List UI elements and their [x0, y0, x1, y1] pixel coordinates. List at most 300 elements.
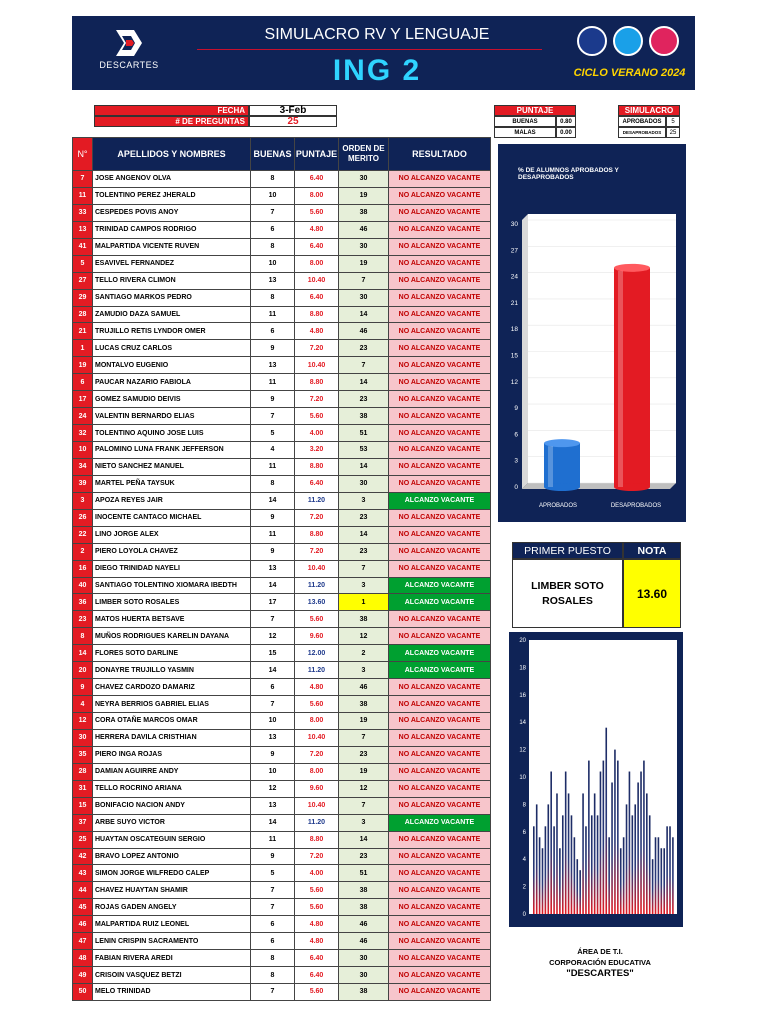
score-bar: [617, 761, 619, 914]
buenas-count: 13: [251, 560, 295, 577]
orden-merito: 23: [339, 848, 389, 865]
row-number: 8: [73, 628, 93, 645]
resultado-status: NO ALCANZO VACANTE: [389, 357, 491, 374]
brand-logo: [94, 28, 164, 88]
score-bar: [588, 761, 590, 914]
table-row: [73, 933, 491, 950]
student-name: CRISOIN VASQUEZ BETZI: [93, 967, 251, 984]
table-row: [73, 475, 491, 492]
table-row: [73, 357, 491, 374]
fecha-value: 3-Feb: [249, 105, 337, 116]
buenas-count: 9: [251, 746, 295, 763]
student-name: PIERO LOYOLA CHAVEZ: [93, 543, 251, 560]
buenas-count: 12: [251, 628, 295, 645]
table-row: [73, 306, 491, 323]
table-row: [73, 492, 491, 509]
resultado-status: NO ALCANZO VACANTE: [389, 984, 491, 1001]
orden-merito: 12: [339, 628, 389, 645]
resultado-status: NO ALCANZO VACANTE: [389, 289, 491, 306]
buenas-count: 7: [251, 899, 295, 916]
orden-merito: 51: [339, 425, 389, 442]
student-name: TELLO ROCRINO ARIANA: [93, 780, 251, 797]
brand-name: DESCARTES: [99, 60, 159, 70]
score-bar: [603, 761, 605, 914]
resultado-status: NO ALCANZO VACANTE: [389, 272, 491, 289]
student-name: MATOS HUERTA BETSAVE: [93, 611, 251, 628]
resultado-status: NO ALCANZO VACANTE: [389, 255, 491, 272]
top-student-nota: 13.60: [623, 559, 681, 628]
score-bar: [597, 815, 599, 914]
table-row: [73, 425, 491, 442]
row-number: 46: [73, 916, 93, 933]
student-name: DAMIAN AGUIRRE ANDY: [93, 763, 251, 780]
student-name: ARBE SUYO VICTOR: [93, 814, 251, 831]
x-category-label: APROBADOS: [538, 503, 578, 509]
resultado-status: ALCANZO VACANTE: [389, 645, 491, 662]
orden-merito: 38: [339, 984, 389, 1001]
puntaje-value: 5.60: [295, 204, 339, 221]
table-row: [73, 696, 491, 713]
orden-merito: 3: [339, 814, 389, 831]
footer-corporation: CORPORACIÓN EDUCATIVA: [549, 958, 651, 967]
score-bar: [605, 728, 607, 914]
orden-merito: 3: [339, 577, 389, 594]
resultado-status: NO ALCANZO VACANTE: [389, 729, 491, 746]
y-tick-label: 2: [522, 884, 526, 891]
header-orden-label: ORDEN DE MERITO: [342, 144, 385, 163]
score-bar: [649, 815, 651, 914]
table-row: [73, 679, 491, 696]
resultado-status: NO ALCANZO VACANTE: [389, 408, 491, 425]
y-tick-label: 18: [510, 326, 518, 334]
row-number: 28: [73, 306, 93, 323]
orden-merito: 7: [339, 729, 389, 746]
table-row: [73, 204, 491, 221]
buenas-count: 7: [251, 984, 295, 1001]
resultado-status: NO ALCANZO VACANTE: [389, 899, 491, 916]
puntaje-value: 8.80: [295, 306, 339, 323]
table-row: [73, 763, 491, 780]
top-nota-label: NOTA: [623, 542, 681, 559]
table-row: [73, 408, 491, 425]
score-bar: [663, 848, 665, 914]
buenas-count: 10: [251, 763, 295, 780]
y-tick-label: 9: [514, 405, 518, 413]
resultado-status: NO ALCANZO VACANTE: [389, 526, 491, 543]
buenas-count: 13: [251, 797, 295, 814]
student-name: BRAVO LOPEZ ANTONIO: [93, 848, 251, 865]
scores-chart-svg: [509, 632, 683, 927]
table-row: [73, 729, 491, 746]
table-row: [73, 662, 491, 679]
approval-chart: [498, 144, 686, 522]
buenas-count: 9: [251, 543, 295, 560]
puntaje-value: 11.20: [295, 662, 339, 679]
orden-merito: 7: [339, 797, 389, 814]
row-number: 37: [73, 814, 93, 831]
student-name: TELLO RIVERA CLIMON: [93, 272, 251, 289]
row-number: 10: [73, 442, 93, 459]
header-name: APELLIDOS Y NOMBRES: [93, 138, 251, 171]
table-row: [73, 645, 491, 662]
row-number: 50: [73, 984, 93, 1001]
row-number: 40: [73, 577, 93, 594]
row-number: 26: [73, 509, 93, 526]
row-number: 42: [73, 848, 93, 865]
report-header: [72, 16, 695, 90]
puntaje-value: 8.00: [295, 187, 339, 204]
puntaje-value: 10.40: [295, 729, 339, 746]
student-name: JOSE ANGENOV OLVA: [93, 171, 251, 188]
student-name: TOLENTINO AQUINO JOSE LUIS: [93, 425, 251, 442]
row-number: 15: [73, 797, 93, 814]
buenas-count: 14: [251, 492, 295, 509]
buenas-count: 11: [251, 831, 295, 848]
score-bar: [576, 859, 578, 914]
puntaje-value: 5.60: [295, 611, 339, 628]
student-name: NIETO SANCHEZ MANUEL: [93, 458, 251, 475]
puntaje-value: 5.60: [295, 696, 339, 713]
table-row: [73, 374, 491, 391]
puntaje-value: 10.40: [295, 272, 339, 289]
row-number: 41: [73, 238, 93, 255]
table-row: [73, 458, 491, 475]
student-name: LIMBER SOTO ROSALES: [93, 594, 251, 611]
buenas-count: 14: [251, 577, 295, 594]
buenas-count: 7: [251, 696, 295, 713]
score-bar: [579, 870, 581, 914]
chart-side-wall: [522, 214, 528, 489]
table-row: [73, 899, 491, 916]
student-name: MONTALVO EUGENIO: [93, 357, 251, 374]
table-row: [73, 442, 491, 459]
row-number: 16: [73, 560, 93, 577]
cycle-label: CICLO VERANO 2024: [573, 67, 686, 79]
buenas-count: 9: [251, 509, 295, 526]
buenas-count: 9: [251, 848, 295, 865]
footer-brand: "DESCARTES": [566, 968, 634, 979]
simulacro-aprobados-value: 5: [666, 116, 680, 127]
y-tick-label: 18: [519, 665, 526, 672]
orden-merito: 46: [339, 221, 389, 238]
student-name: LINO JORGE ALEX: [93, 526, 251, 543]
orden-merito: 46: [339, 679, 389, 696]
y-tick-label: 4: [522, 857, 526, 864]
results-table: [72, 137, 491, 1001]
buenas-count: 17: [251, 594, 295, 611]
student-name: VALENTIN BERNARDO ELIAS: [93, 408, 251, 425]
table-row: [73, 323, 491, 340]
partner-badges: [577, 26, 687, 62]
buenas-count: 9: [251, 391, 295, 408]
orden-merito: 14: [339, 374, 389, 391]
student-name: MALPARTIDA VICENTE RUVEN: [93, 238, 251, 255]
fecha-label: FECHA: [94, 105, 249, 116]
orden-merito: 38: [339, 899, 389, 916]
row-number: 14: [73, 645, 93, 662]
score-bar: [559, 848, 561, 914]
score-bar: [637, 782, 639, 914]
puntaje-value: 10.40: [295, 357, 339, 374]
row-number: 7: [73, 171, 93, 188]
report-subtitle: ING 2: [332, 54, 422, 87]
partner-badge-icon: [613, 26, 643, 56]
approval-chart-title-line1: % DE ALUMNOS APROBADOS Y: [518, 167, 619, 174]
student-name: MALPARTIDA RUIZ LEONEL: [93, 916, 251, 933]
resultado-status: NO ALCANZO VACANTE: [389, 763, 491, 780]
orden-merito: 14: [339, 831, 389, 848]
orden-merito: 2: [339, 645, 389, 662]
table-row: [73, 984, 491, 1001]
top-student-name: LIMBER SOTO ROSALES: [512, 559, 623, 628]
buenas-count: 14: [251, 814, 295, 831]
simulacro-aprobados-label: APROBADOS: [618, 116, 666, 127]
puntaje-buenas-label: BUENAS: [494, 116, 556, 127]
student-name: INOCENTE CANTACO MICHAEL: [93, 509, 251, 526]
puntaje-value: 7.20: [295, 340, 339, 357]
row-number: 12: [73, 713, 93, 730]
row-number: 11: [73, 187, 93, 204]
orden-merito: 38: [339, 204, 389, 221]
preguntas-label: # DE PREGUNTAS: [94, 116, 249, 127]
student-name: HUAYTAN OSCATEGUIN SERGIO: [93, 831, 251, 848]
puntaje-value: 4.80: [295, 221, 339, 238]
score-bar: [539, 837, 541, 914]
row-number: 39: [73, 475, 93, 492]
resultado-status: NO ALCANZO VACANTE: [389, 391, 491, 408]
score-bar: [562, 815, 564, 914]
puntaje-value: 6.40: [295, 967, 339, 984]
orden-merito: 14: [339, 458, 389, 475]
puntaje-buenas-value: 0.80: [556, 116, 576, 127]
score-bar: [626, 804, 628, 914]
student-name: CHAVEZ HUAYTAN SHAMIR: [93, 882, 251, 899]
buenas-count: 4: [251, 442, 295, 459]
student-name: MARTEL PEÑA TAYSUK: [93, 475, 251, 492]
table-row: [73, 611, 491, 628]
y-tick-label: 16: [519, 692, 526, 699]
row-number: 20: [73, 662, 93, 679]
puntaje-value: 7.20: [295, 746, 339, 763]
resultado-status: NO ALCANZO VACANTE: [389, 713, 491, 730]
resultado-status: NO ALCANZO VACANTE: [389, 882, 491, 899]
y-tick-label: 15: [510, 352, 518, 360]
resultado-status: NO ALCANZO VACANTE: [389, 780, 491, 797]
student-name: LUCAS CRUZ CARLOS: [93, 340, 251, 357]
y-tick-label: 21: [510, 299, 518, 307]
y-tick-label: 3: [514, 457, 518, 465]
orden-merito: 3: [339, 492, 389, 509]
student-name: SANTIAGO TOLENTINO XIOMARA IBEDTH: [93, 577, 251, 594]
preguntas-value: 25: [249, 116, 337, 127]
buenas-count: 7: [251, 204, 295, 221]
buenas-count: 8: [251, 475, 295, 492]
score-bar: [666, 826, 668, 914]
resultado-status: NO ALCANZO VACANTE: [389, 967, 491, 984]
orden-merito: 14: [339, 526, 389, 543]
table-row: [73, 848, 491, 865]
resultado-status: NO ALCANZO VACANTE: [389, 848, 491, 865]
row-number: 33: [73, 204, 93, 221]
resultado-status: NO ALCANZO VACANTE: [389, 221, 491, 238]
resultado-status: NO ALCANZO VACANTE: [389, 171, 491, 188]
table-row: [73, 526, 491, 543]
row-number: 17: [73, 391, 93, 408]
buenas-count: 13: [251, 272, 295, 289]
puntaje-value: 3.20: [295, 442, 339, 459]
puntaje-value: 5.60: [295, 882, 339, 899]
row-number: 30: [73, 729, 93, 746]
score-bar: [533, 826, 535, 914]
student-name: PAUCAR NAZARIO FABIOLA: [93, 374, 251, 391]
table-row: [73, 831, 491, 848]
student-name: DONAYRE TRUJILLO YASMIN: [93, 662, 251, 679]
report-title: SIMULACRO RV Y LENGUAJE: [264, 26, 490, 43]
resultado-status: NO ALCANZO VACANTE: [389, 187, 491, 204]
score-bar: [582, 793, 584, 914]
score-bar: [672, 837, 674, 914]
puntaje-value: 11.20: [295, 577, 339, 594]
row-number: 36: [73, 594, 93, 611]
buenas-count: 8: [251, 238, 295, 255]
buenas-count: 14: [251, 662, 295, 679]
row-number: 2: [73, 543, 93, 560]
score-bar: [600, 772, 602, 914]
orden-merito: 23: [339, 509, 389, 526]
orden-merito: 38: [339, 611, 389, 628]
footer-area: ÁREA DE T.I.: [577, 947, 623, 956]
row-number: 27: [73, 272, 93, 289]
row-number: 21: [73, 323, 93, 340]
score-bar: [594, 793, 596, 914]
orden-merito: 14: [339, 306, 389, 323]
score-bar: [574, 837, 576, 914]
row-number: 23: [73, 611, 93, 628]
orden-merito: 23: [339, 543, 389, 560]
row-number: 49: [73, 967, 93, 984]
row-number: 4: [73, 696, 93, 713]
student-name: SIMON JORGE WILFREDO CALEP: [93, 865, 251, 882]
row-number: 3: [73, 492, 93, 509]
score-bar: [655, 837, 657, 914]
student-name: CHAVEZ CARDOZO DAMARIZ: [93, 679, 251, 696]
resultado-status: ALCANZO VACANTE: [389, 814, 491, 831]
puntaje-value: 4.80: [295, 916, 339, 933]
resultado-status: NO ALCANZO VACANTE: [389, 950, 491, 967]
puntaje-value: 4.80: [295, 323, 339, 340]
resultado-status: NO ALCANZO VACANTE: [389, 679, 491, 696]
puntaje-value: 6.40: [295, 475, 339, 492]
row-number: 25: [73, 831, 93, 848]
y-tick-label: 10: [519, 775, 526, 781]
resultado-status: NO ALCANZO VACANTE: [389, 797, 491, 814]
student-name: PALOMINO LUNA FRANK JEFFERSON: [93, 442, 251, 459]
buenas-count: 12: [251, 780, 295, 797]
row-number: 35: [73, 746, 93, 763]
score-bar: [643, 761, 645, 914]
buenas-count: 13: [251, 729, 295, 746]
student-name: ROJAS GADEN ANGELY: [93, 899, 251, 916]
orden-merito: 30: [339, 289, 389, 306]
buenas-count: 13: [251, 357, 295, 374]
orden-merito: 7: [339, 357, 389, 374]
score-bar: [542, 848, 544, 914]
student-name: CORA OTAÑE MARCOS OMAR: [93, 713, 251, 730]
student-name: TOLENTINO PEREZ JHERALD: [93, 187, 251, 204]
x-category-label: DESAPROBADOS: [610, 503, 662, 509]
orden-merito: 30: [339, 967, 389, 984]
table-row: [73, 255, 491, 272]
score-bar: [623, 837, 625, 914]
table-row: [73, 594, 491, 611]
row-number: 48: [73, 950, 93, 967]
buenas-count: 5: [251, 425, 295, 442]
results-body: [73, 171, 491, 1001]
resultado-status: NO ALCANZO VACANTE: [389, 458, 491, 475]
score-bar: [646, 793, 648, 914]
puntaje-value: 8.80: [295, 374, 339, 391]
puntaje-value: 11.20: [295, 814, 339, 831]
resultado-status: ALCANZO VACANTE: [389, 662, 491, 679]
y-tick-label: 30: [510, 221, 518, 228]
resultado-status: NO ALCANZO VACANTE: [389, 916, 491, 933]
resultado-status: NO ALCANZO VACANTE: [389, 933, 491, 950]
puntaje-value: 9.60: [295, 780, 339, 797]
approval-chart-svg: [498, 144, 686, 522]
puntaje-value: 5.60: [295, 408, 339, 425]
row-number: 32: [73, 425, 93, 442]
resultado-status: NO ALCANZO VACANTE: [389, 425, 491, 442]
puntaje-value: 6.40: [295, 238, 339, 255]
puntaje-value: 8.80: [295, 831, 339, 848]
orden-merito: 23: [339, 340, 389, 357]
puntaje-value: 13.60: [295, 594, 339, 611]
table-row: [73, 916, 491, 933]
orden-merito: 30: [339, 171, 389, 188]
puntaje-value: 10.40: [295, 797, 339, 814]
row-number: 1: [73, 340, 93, 357]
y-tick-label: 6: [514, 431, 518, 439]
table-row: [73, 967, 491, 984]
score-bar: [669, 826, 671, 914]
orden-merito: 38: [339, 408, 389, 425]
table-row: [73, 713, 491, 730]
student-name: BONIFACIO NACION ANDY: [93, 797, 251, 814]
orden-merito: 38: [339, 696, 389, 713]
table-row: [73, 814, 491, 831]
score-bar: [652, 859, 654, 914]
puntaje-value: 11.20: [295, 492, 339, 509]
puntaje-value: 6.40: [295, 950, 339, 967]
row-number: 19: [73, 357, 93, 374]
bar-highlight: [548, 446, 553, 487]
resultado-status: NO ALCANZO VACANTE: [389, 628, 491, 645]
score-bar: [536, 804, 538, 914]
table-row: [73, 865, 491, 882]
row-number: 5: [73, 255, 93, 272]
puntaje-value: 6.40: [295, 289, 339, 306]
score-bar: [614, 750, 616, 914]
resultado-status: NO ALCANZO VACANTE: [389, 442, 491, 459]
resultado-status: NO ALCANZO VACANTE: [389, 340, 491, 357]
row-number: 43: [73, 865, 93, 882]
y-tick-label: 8: [522, 802, 526, 809]
orden-merito: 53: [339, 442, 389, 459]
puntaje-value: 12.00: [295, 645, 339, 662]
header-orden: [339, 138, 389, 171]
row-number: 29: [73, 289, 93, 306]
buenas-count: 6: [251, 221, 295, 238]
